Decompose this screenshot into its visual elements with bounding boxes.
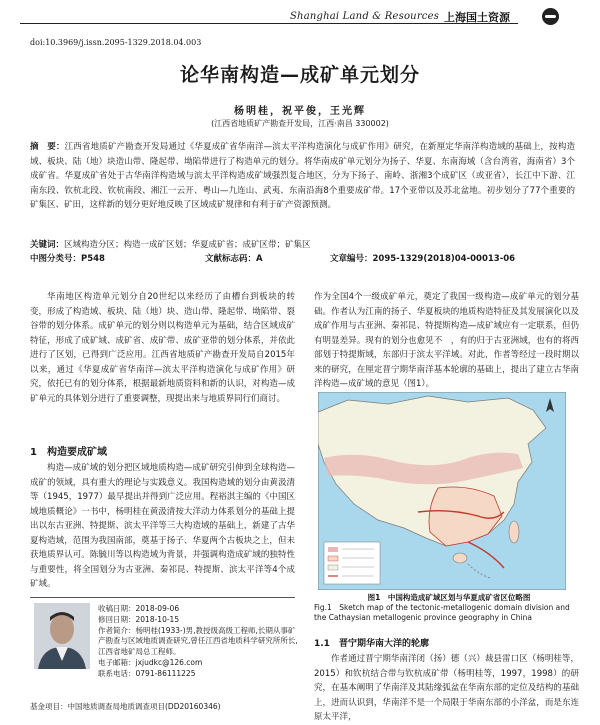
legend-swatch-3	[328, 565, 338, 570]
section-1-text: 构造—成矿域的划分把区域地质构造—成矿研究引伸到全球构造—成矿的领域，具有重大的理论与实践意义。我国构造域的划分由黄汲清等（1945，1977）最早提出并得到广泛应用。程裕淇主编的《中国区域地质概论》一书中，杨明桂在黄汲清按大洋动力体系划分的基础上提出以东古亚洲、特提斯、滨太平洋等三大构造域的基础上，新建了古华夏构造域，范围为我国南部，奠基于扬子、华夏两个古板块之上，但未获地质界认可。陈毓川等以构造域为背景，并强调构造成矿域的独特性与重要性，将全国划分为古亚洲、秦祁昆、特提斯、滨太平洋等4个成矿域。	[30, 463, 295, 589]
subsection-1-1-paragraph	[314, 652, 579, 724]
journal-name-en: Shanghai Land & Resources	[290, 11, 440, 22]
author-email: 电子邮箱：jxjudkc@126.com	[98, 657, 203, 667]
right-text: 作为全国4个一级成矿单元，奠定了我国一级构造—成矿单元的划分基础。作者认为江南的扬子、华夏板块的地质构造特征及其发展演化以及成矿作用与古亚洲、秦祁昆、特提斯构造—成矿域应有一定联系，但仍有明显差异。现有的划分也愈见不 ，有的归于古亚洲域，也有的将西部划于特提斯域，东部归于滨太平洋域。对此，作者等经过一段时期以来的研究，在厘定晋宁期华南洋基本轮廓的基础上，提出了建立古华南洋构造—成矿域的意见（图1）。	[314, 292, 579, 389]
keywords-label: 关键词：	[30, 240, 65, 250]
document-code: 文献标志码：A	[205, 254, 263, 264]
doi: doi:10.3969/j.issn.2095-1329.2018.04.003	[30, 38, 202, 47]
map-taiwan	[509, 521, 519, 543]
intro-paragraph	[30, 290, 295, 406]
subsection-1-1-text: 作者通过晋宁期华南洋闭（扬）德（兴）裁县雷口区（杨明桂等，2015）和钦杭结合带与钦杭成矿带（杨明桂等，1997，1998）的研究，在基本阐明了华南洋及其陆缘弧盆在华南东部的定位及结构的基础上，进而认识到，华南洋不是一个局限于华南东部的小洋盆，而是东连原太平洋，	[314, 654, 579, 722]
figure-caption	[314, 593, 584, 623]
map-hainan	[453, 553, 467, 563]
footnote-rule	[30, 597, 295, 598]
figure-caption-en: Fig.1 Sketch map of the tectonic-metallogenic domain division and the Cathaysian metallogenic province geography in China	[314, 603, 570, 622]
journal-name-cn: 上海国土资源	[444, 11, 510, 24]
abstract	[30, 140, 575, 213]
tectonic-map-figure	[318, 392, 566, 590]
subsection-1-1-heading: 1.1 晋宁期华南大洋的轮廓	[314, 639, 429, 649]
author-info	[98, 604, 298, 680]
section-1-paragraph	[30, 461, 295, 593]
received-date: 收稿日期：2018-09-06	[98, 604, 180, 613]
keywords-text: 区域构造分区；构造一成矿区划；华夏成矿省；成矿区带；矿集区	[64, 240, 311, 250]
abstract-text: 江西省地质矿产勘查开发局通过《华夏成矿省华南洋—滨太平洋构造演化与成矿作用》研究，在新厘定华南洋构造域的基础上，按构造域、板块、陆（地）块造山带、隆起带、坳陷带进行了构造单元的划分。将华南成矿单元划分为扬子、华夏、东南海域（含台湾省，海南省）3个成矿省。华夏成矿省处于古华南洋构造域与滨太平洋构造成矿域强烈复合地区，分为下扬子、南岭、浙湘3个成矿区（或亚省），长江中下游、江南东段、钦杭北段、钦杭南段、湘江一云开、粤山—九连山、武夷、东南沿海8个重要成矿带。17个亚带以及苏北盆地。初步划分了77个重要的矿集区、矿田，这样新的划分更好地反映了区域成矿规律和有利于矿产资源预测。	[30, 142, 575, 210]
right-paragraph	[314, 290, 579, 392]
paper-title: 论华南构造—成矿单元划分	[179, 64, 420, 86]
authors: 杨明桂，祝平俊，王光辉	[234, 106, 366, 117]
legend-swatch-2	[328, 556, 338, 561]
clc-number: 中图分类号：P548	[30, 254, 105, 264]
affiliation: (江西省地质矿产勘查开发局，江西·南昌 330002)	[211, 119, 389, 128]
author-bio: 作者简介：杨明桂(1933-)男,教授级高级工程师,长期从事矿产勘查与区域地质调查研究,曾任江西省地质科学研究所所长,江西省地矿局总工程师。	[98, 625, 298, 657]
article-number: 文章编号：2095-1329(2018)04-00013-06	[330, 254, 516, 264]
author-photo	[34, 603, 90, 669]
legend-swatch-1	[328, 547, 338, 552]
author-portrait-icon	[34, 603, 90, 669]
header-rule	[20, 23, 518, 24]
intro-text: 华南地区构造单元划分自20世纪以来经历了由槽台到板块的转变，形成了构造域、板块、陆（地）块、造山带、隆起带、坳陷带、裂谷带的划分体系。成矿单元的划分则以构造单元为基础，结合区域成矿特征，形成了成矿域、成矿省、成矿带、成矿亚带的划分体系，并依此进行了区划，已得到广泛应用。江西省地质矿产勘查开发局自2015年以来，通过《华夏成矿省华南洋—滨太平洋构造演化与成矿作用》研究，依托已有的划分体系，根据最新地质资料和新的认识，对构造—成矿单元的具体划分进行了重要调整，现提出来与地质界同行们商讨。	[30, 292, 295, 404]
abstract-label: 摘 要：	[30, 142, 65, 152]
journal-logo-icon	[542, 8, 559, 25]
keywords	[30, 238, 575, 252]
author-phone: 联系电话：0791-86111225	[98, 668, 196, 678]
section-1-heading: 1 构造要成矿域	[30, 447, 107, 458]
revised-date: 修回日期：2018-10-15	[98, 614, 180, 624]
funding: 基金项目：中国地质调查局地质调查项目(DD20160346)	[30, 702, 221, 711]
figure-caption-cn: 图1 中国构造成矿域区划与华夏成矿省区位略图	[367, 593, 531, 602]
